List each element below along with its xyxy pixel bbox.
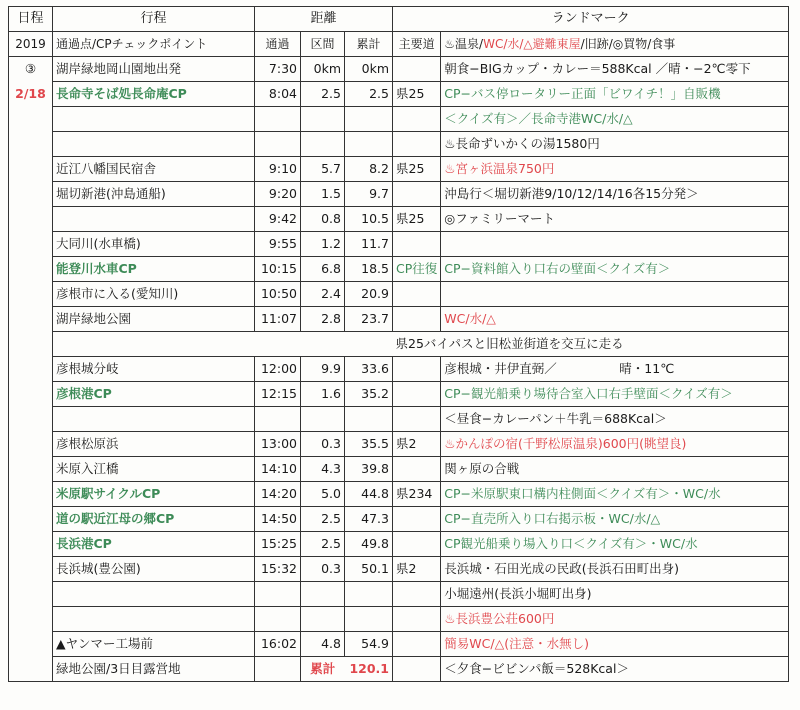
day-cell bbox=[9, 532, 53, 557]
table-row bbox=[9, 557, 789, 582]
day-cell bbox=[9, 632, 53, 657]
day-cell bbox=[9, 482, 53, 507]
road-cell: 県25 bbox=[393, 157, 441, 182]
section-cell: 0.3 bbox=[301, 432, 345, 457]
day-cell bbox=[9, 307, 53, 332]
time-cell: 8:04 bbox=[255, 82, 301, 107]
checkpoint-name: 米原駅サイクルCP bbox=[53, 482, 255, 507]
landmark-cell bbox=[441, 282, 789, 307]
table-row bbox=[9, 507, 789, 532]
sub-cumulative-header: 累計 bbox=[345, 32, 393, 57]
road-cell bbox=[393, 307, 441, 332]
point-name: ▲ヤンマー工場前 bbox=[53, 632, 255, 657]
table-row bbox=[9, 257, 789, 282]
point-cell bbox=[53, 332, 255, 357]
time-cell bbox=[255, 607, 301, 632]
road-cell: 県2 bbox=[393, 557, 441, 582]
time-cell bbox=[255, 582, 301, 607]
point-name: 堀切新港(沖島通船) bbox=[53, 182, 255, 207]
section-cell: 1.5 bbox=[301, 182, 345, 207]
time-cell: 16:02 bbox=[255, 632, 301, 657]
sub-point-header: 通過点/CPチェックポイント bbox=[53, 32, 255, 57]
table-row bbox=[9, 232, 789, 257]
cumulative-cell: 23.7 bbox=[345, 307, 393, 332]
cumulative-cell: 47.3 bbox=[345, 507, 393, 532]
section-cell: 2.5 bbox=[301, 82, 345, 107]
point-name: 米原入江橋 bbox=[53, 457, 255, 482]
header-row bbox=[9, 7, 789, 32]
road-cell bbox=[393, 632, 441, 657]
road-cell bbox=[393, 507, 441, 532]
day-cell bbox=[9, 382, 53, 407]
section-cell bbox=[301, 107, 345, 132]
time-cell: 9:55 bbox=[255, 232, 301, 257]
point-name: 近江八幡国民宿舎 bbox=[53, 157, 255, 182]
year-cell: 2019 bbox=[9, 32, 53, 57]
footer-point: 緑地公園/3日目露営地 bbox=[53, 657, 255, 682]
section-cell: 0km bbox=[301, 57, 345, 82]
road-cell bbox=[393, 532, 441, 557]
legend-rest: /旧跡/◎買物/食事 bbox=[580, 37, 676, 51]
table-row bbox=[9, 607, 789, 632]
day-cell bbox=[9, 282, 53, 307]
table-row bbox=[9, 182, 789, 207]
cumulative-cell: 0km bbox=[345, 57, 393, 82]
time-cell: 9:42 bbox=[255, 207, 301, 232]
cumulative-cell: 8.2 bbox=[345, 157, 393, 182]
section-cell: 0.8 bbox=[301, 207, 345, 232]
road-cell bbox=[393, 282, 441, 307]
sub-section-header: 区間 bbox=[301, 32, 345, 57]
day-cell bbox=[9, 607, 53, 632]
table-row bbox=[9, 632, 789, 657]
cumulative-cell bbox=[345, 132, 393, 157]
cumulative-cell bbox=[345, 107, 393, 132]
section-cell: 2.4 bbox=[301, 282, 345, 307]
cumulative-cell: 35.5 bbox=[345, 432, 393, 457]
landmark-cell: 沖島行＜堀切新港9/10/12/14/16各15分発＞ bbox=[441, 182, 789, 207]
section-cell bbox=[301, 407, 345, 432]
table-row bbox=[9, 432, 789, 457]
landmark-cell: ＜クイズ有＞／長命寺港WC/水/△ bbox=[441, 107, 789, 132]
cumulative-cell: 9.7 bbox=[345, 182, 393, 207]
landmark-cell: ♨宮ヶ浜温泉750円 bbox=[441, 157, 789, 182]
route-table bbox=[8, 6, 789, 682]
point-name: 彦根松原浜 bbox=[53, 432, 255, 457]
section-cell bbox=[301, 582, 345, 607]
landmark-cell: CP−資料館入り口右の壁面＜クイズ有＞ bbox=[441, 257, 789, 282]
time-cell: 10:50 bbox=[255, 282, 301, 307]
day-cell bbox=[9, 407, 53, 432]
road-cell: 県25 bbox=[393, 207, 441, 232]
section-cell bbox=[301, 332, 345, 357]
col-route-header: 行程 bbox=[53, 7, 255, 32]
table-row bbox=[9, 382, 789, 407]
cumulative-cell: 18.5 bbox=[345, 257, 393, 282]
checkpoint-name: 彦根港CP bbox=[53, 382, 255, 407]
cum-cell bbox=[345, 332, 393, 357]
point-name bbox=[53, 107, 255, 132]
day-cell bbox=[9, 557, 53, 582]
section-cell bbox=[301, 607, 345, 632]
time-cell: 9:10 bbox=[255, 157, 301, 182]
landmark-cell: ♨かんぽの宿(千野松原温泉)600円(眺望良) bbox=[441, 432, 789, 457]
landmark-cell: CP観光船乗り場入り口＜クイズ有＞・WC/水 bbox=[441, 532, 789, 557]
road-cell: 県2 bbox=[393, 432, 441, 457]
landmark-cell: 小堀遠州(長浜小堀町出身) bbox=[441, 582, 789, 607]
section-cell: 2.5 bbox=[301, 507, 345, 532]
day-cell bbox=[9, 107, 53, 132]
landmark-cell: 朝食−BIGカップ・カレー＝588Kcal ／晴・−2℃零下 bbox=[441, 57, 789, 82]
landmark-cell: ◎ファミリーマート bbox=[441, 207, 789, 232]
section-cell: 0.3 bbox=[301, 557, 345, 582]
checkpoint-name: 長浜港CP bbox=[53, 532, 255, 557]
section-cell: 5.0 bbox=[301, 482, 345, 507]
road-cell bbox=[393, 657, 441, 682]
point-name bbox=[53, 607, 255, 632]
day-cell bbox=[9, 457, 53, 482]
cumulative-cell: 33.6 bbox=[345, 357, 393, 382]
cumulative-cell: 2.5 bbox=[345, 82, 393, 107]
landmark-cell: ♨長命ずいかくの湯1580円 bbox=[441, 132, 789, 157]
point-name: 長浜城(豊公園) bbox=[53, 557, 255, 582]
table-row bbox=[9, 307, 789, 332]
time-cell: 14:10 bbox=[255, 457, 301, 482]
sub-pass-header: 通過 bbox=[255, 32, 301, 57]
cumulative-cell: 39.8 bbox=[345, 457, 393, 482]
landmark-cell: 関ヶ原の合戦 bbox=[441, 457, 789, 482]
legend-onsen: ♨温泉/ bbox=[444, 37, 484, 51]
time-cell bbox=[255, 407, 301, 432]
table-row bbox=[9, 82, 789, 107]
section-cell: 4.8 bbox=[301, 632, 345, 657]
cumulative-cell bbox=[345, 582, 393, 607]
table-row bbox=[9, 57, 789, 82]
time-cell: 12:15 bbox=[255, 382, 301, 407]
section-cell: 1.6 bbox=[301, 382, 345, 407]
checkpoint-name: 長命寺そば処長命庵CP bbox=[53, 82, 255, 107]
day-cell bbox=[9, 157, 53, 182]
road-cell bbox=[393, 132, 441, 157]
landmark-cell: ＜昼食−カレーパン＋牛乳＝688Kcal＞ bbox=[441, 407, 789, 432]
footer-landmark: ＜夕食−ビビンパ飯＝528Kcal＞ bbox=[441, 657, 789, 682]
section-cell: 2.8 bbox=[301, 307, 345, 332]
day-cell bbox=[9, 207, 53, 232]
subheader-row bbox=[9, 32, 789, 57]
footer-row bbox=[9, 657, 789, 682]
time-cell bbox=[255, 132, 301, 157]
road-cell bbox=[393, 582, 441, 607]
point-name: 大同川(水車橋) bbox=[53, 232, 255, 257]
time-cell bbox=[255, 332, 301, 357]
road-cell bbox=[393, 407, 441, 432]
point-name: 彦根城分岐 bbox=[53, 357, 255, 382]
cumulative-cell: 10.5 bbox=[345, 207, 393, 232]
time-cell: 12:00 bbox=[255, 357, 301, 382]
table-row bbox=[9, 457, 789, 482]
day-cell bbox=[9, 257, 53, 282]
time-cell: 15:32 bbox=[255, 557, 301, 582]
sub-road-header: 主要道 bbox=[393, 32, 441, 57]
table-row bbox=[9, 107, 789, 132]
table-row bbox=[9, 207, 789, 232]
day-cell bbox=[9, 582, 53, 607]
section-cell: 5.7 bbox=[301, 157, 345, 182]
table-row bbox=[9, 532, 789, 557]
cumulative-cell bbox=[345, 607, 393, 632]
table-row bbox=[9, 357, 789, 382]
cumulative-cell: 49.8 bbox=[345, 532, 393, 557]
point-name: 湖岸緑地公園 bbox=[53, 307, 255, 332]
road-cell bbox=[393, 232, 441, 257]
landmark-cell bbox=[441, 232, 789, 257]
route-note: 県25バイパスと旧松並街道を交互に走る bbox=[393, 332, 789, 357]
landmark-cell: CP−直売所入り口右掲示板・WC/水/△ bbox=[441, 507, 789, 532]
table-row bbox=[9, 582, 789, 607]
landmark-cell: CP−観光船乗り場待合室入口右手壁面＜クイズ有＞ bbox=[441, 382, 789, 407]
section-cell bbox=[301, 132, 345, 157]
time-cell: 15:25 bbox=[255, 532, 301, 557]
road-cell bbox=[393, 357, 441, 382]
road-cell: CP往復 bbox=[393, 257, 441, 282]
section-cell: 2.5 bbox=[301, 532, 345, 557]
cumulative-cell: 54.9 bbox=[345, 632, 393, 657]
landmark-cell: 長浜城・石田光成の民政(長浜石田町出身) bbox=[441, 557, 789, 582]
road-cell bbox=[393, 607, 441, 632]
day-date: 2/18 bbox=[9, 82, 53, 107]
section-cell: 4.3 bbox=[301, 457, 345, 482]
time-cell: 10:15 bbox=[255, 257, 301, 282]
legend-wc: WC/水/△避難東屋 bbox=[483, 37, 581, 51]
cumulative-cell: 20.9 bbox=[345, 282, 393, 307]
checkpoint-name: 道の駅近江母の郷CP bbox=[53, 507, 255, 532]
landmark-cell: 彦根城・井伊直弼／ 晴・11℃ bbox=[441, 357, 789, 382]
day-cell bbox=[9, 507, 53, 532]
point-name bbox=[53, 407, 255, 432]
point-name bbox=[53, 582, 255, 607]
road-cell bbox=[393, 182, 441, 207]
day-cell bbox=[9, 332, 53, 357]
landmark-cell: ♨長浜豊公荘600円 bbox=[441, 607, 789, 632]
total-label: 累計 bbox=[301, 657, 345, 682]
road-cell bbox=[393, 107, 441, 132]
road-cell: 県234 bbox=[393, 482, 441, 507]
section-cell: 9.9 bbox=[301, 357, 345, 382]
table-row bbox=[9, 157, 789, 182]
time-cell bbox=[255, 107, 301, 132]
point-name: 彦根市に入る(愛知川) bbox=[53, 282, 255, 307]
road-cell bbox=[393, 457, 441, 482]
col-distance-header: 距離 bbox=[255, 7, 393, 32]
table-row bbox=[9, 282, 789, 307]
total-value: 120.1 bbox=[345, 657, 393, 682]
sub-legend-header bbox=[441, 32, 789, 57]
time-cell: 13:00 bbox=[255, 432, 301, 457]
time-cell: 14:20 bbox=[255, 482, 301, 507]
landmark-cell: 簡易WC/△(注意・水無し) bbox=[441, 632, 789, 657]
road-cell bbox=[393, 57, 441, 82]
cumulative-cell bbox=[345, 407, 393, 432]
day-cell bbox=[9, 657, 53, 682]
road-cell: 県25 bbox=[393, 82, 441, 107]
cumulative-cell: 35.2 bbox=[345, 382, 393, 407]
col-landmark-header: ランドマーク bbox=[393, 7, 789, 32]
time-cell: 11:07 bbox=[255, 307, 301, 332]
time-cell: 9:20 bbox=[255, 182, 301, 207]
day-cell bbox=[9, 132, 53, 157]
day-number: ③ bbox=[9, 57, 53, 82]
point-name: 湖岸緑地岡山園地出発 bbox=[53, 57, 255, 82]
landmark-cell: CP−バス停ロータリー正面「ビワイチ！」自販機 bbox=[441, 82, 789, 107]
section-cell: 1.2 bbox=[301, 232, 345, 257]
table-row bbox=[9, 482, 789, 507]
point-name bbox=[53, 207, 255, 232]
table-row bbox=[9, 407, 789, 432]
time-cell: 7:30 bbox=[255, 57, 301, 82]
table-row bbox=[9, 332, 789, 357]
time-cell: 14:50 bbox=[255, 507, 301, 532]
road-cell bbox=[393, 382, 441, 407]
col-day-header: 日程 bbox=[9, 7, 53, 32]
day-cell bbox=[9, 182, 53, 207]
table-row bbox=[9, 132, 789, 157]
cumulative-cell: 44.8 bbox=[345, 482, 393, 507]
cumulative-cell: 50.1 bbox=[345, 557, 393, 582]
checkpoint-name: 能登川水車CP bbox=[53, 257, 255, 282]
landmark-cell: CP−米原駅東口構内柱側面＜クイズ有＞・WC/水 bbox=[441, 482, 789, 507]
section-cell: 6.8 bbox=[301, 257, 345, 282]
day-cell bbox=[9, 432, 53, 457]
cumulative-cell: 11.7 bbox=[345, 232, 393, 257]
time-cell bbox=[255, 657, 301, 682]
landmark-cell: WC/水/△ bbox=[441, 307, 789, 332]
point-name bbox=[53, 132, 255, 157]
route-sheet bbox=[8, 6, 789, 682]
day-cell bbox=[9, 232, 53, 257]
day-cell bbox=[9, 357, 53, 382]
